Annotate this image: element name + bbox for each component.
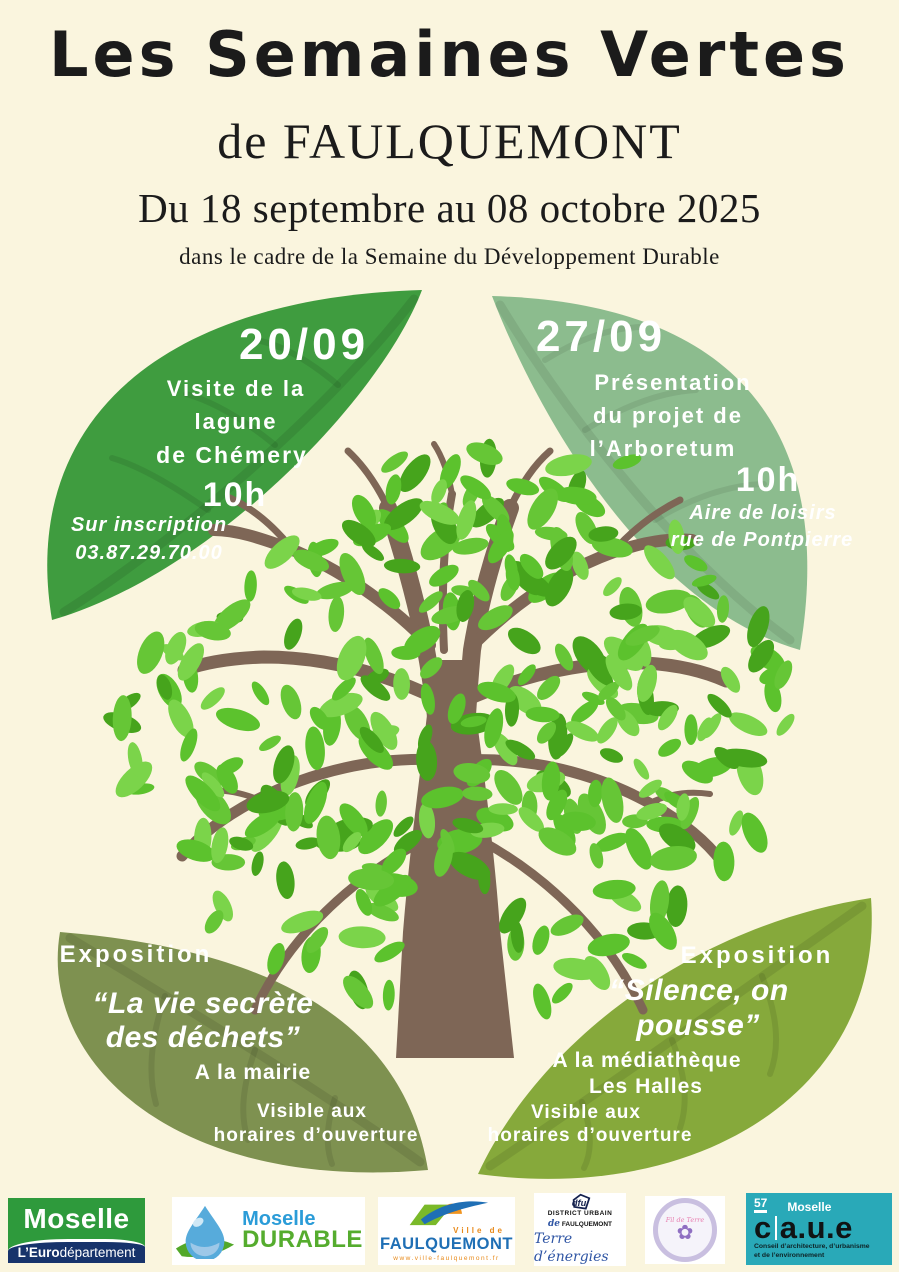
- event-title-line: “Silence, on: [609, 974, 789, 1007]
- poster-date-range: Du 18 septembre au 08 octobre 2025: [138, 185, 761, 231]
- event-title-line: “La vie secrète: [92, 987, 314, 1020]
- caue-acronym: [754, 1210, 884, 1245]
- poster-tagline: dans le cadre de la Semaine du Développement Durable: [179, 244, 720, 269]
- event-time: 10h: [202, 476, 268, 514]
- logo-caue-moselle: [746, 1193, 892, 1265]
- event-note-line: rue de Pontpierre: [670, 529, 854, 551]
- event-note-line: Visible aux: [531, 1102, 641, 1123]
- faulquemont-ville-de: Ville de: [453, 1226, 505, 1236]
- event-title-line: l’Arboretum: [589, 436, 737, 461]
- water-drop-leaf-icon: [174, 1203, 236, 1259]
- flower-icon: ✿: [676, 1222, 694, 1245]
- duf-de-script: de: [547, 1218, 560, 1229]
- event-note-line: Aire de loisirs: [689, 502, 837, 524]
- faulquemont-url: www.ville-faulquemont.fr: [393, 1254, 500, 1262]
- event-note-line: horaires d’ouverture: [487, 1125, 693, 1146]
- duf-line2-name: FAULQUEMONT: [561, 1220, 613, 1228]
- event-title-line: des déchets”: [105, 1021, 301, 1054]
- event-title-line: de Chémery: [156, 442, 308, 468]
- event-title-line: pousse”: [636, 1009, 760, 1042]
- moselle-tagline-bold: L’Euro: [17, 1245, 60, 1260]
- caue-desc-line2: et de l’environnement: [754, 1252, 825, 1260]
- moselle-wordmark: Moselle: [23, 1202, 130, 1234]
- poster-title: Les Semaines Vertes: [49, 18, 850, 91]
- event-note-line: Visible aux: [257, 1101, 367, 1122]
- caue-acronym-rest: a.u.e: [779, 1210, 853, 1245]
- logo-moselle-eurodepartement: [8, 1198, 145, 1263]
- poster-subtitle: de FAULQUEMONT: [217, 113, 682, 169]
- event-title-line: lagune: [194, 409, 278, 434]
- durable-line2: DURABLE: [242, 1226, 363, 1254]
- event-title-line: du projet de: [593, 403, 743, 428]
- event-date: 20/09: [238, 320, 370, 369]
- caue-description: [754, 1242, 884, 1260]
- caue-desc-line1: Conseil d’architecture, d’urbanisme: [754, 1242, 870, 1250]
- event-place: A la mairie: [194, 1061, 312, 1084]
- logo-district-urbain-faulquemont: [534, 1193, 626, 1266]
- duf-terre-denergies: Terre d’énergies: [534, 1230, 609, 1265]
- event-time: 10h: [735, 461, 801, 499]
- event-title-line: Visite de la: [166, 376, 306, 401]
- event-label: Exposition: [59, 941, 213, 968]
- event-place-line: A la médiathèque: [552, 1049, 742, 1072]
- caue-divider: [775, 1216, 777, 1240]
- logo-ville-de-faulquemont: [378, 1197, 515, 1265]
- event-place-line: Les Halles: [589, 1075, 703, 1098]
- svg-text:dfu: dfu: [571, 1197, 587, 1208]
- event-note-line: Sur inscription: [70, 514, 228, 536]
- event-label: Exposition: [680, 942, 834, 969]
- moselle-tagline-rest: département: [59, 1245, 136, 1260]
- event-note-line: horaires d’ouverture: [213, 1125, 419, 1146]
- duf-house-icon: [560, 1193, 600, 1210]
- moselle-durable-wordmark: [242, 1210, 363, 1252]
- duf-line1: DISTRICT URBAIN: [547, 1210, 613, 1218]
- logo-moselle-durable: [172, 1197, 365, 1265]
- caue-dept-number: 57: [754, 1197, 767, 1213]
- duf-line2: [548, 1219, 612, 1230]
- faulquemont-bird-icon: [401, 1199, 493, 1227]
- fil-de-terre-name: Fil de Terre: [665, 1215, 705, 1224]
- event-phone: 03.87.29.70.00: [75, 542, 223, 564]
- event-date: 27/09: [535, 312, 667, 361]
- faulquemont-wordmark: FAULQUEMONT: [380, 1235, 513, 1254]
- caue-acronym-c: c: [754, 1210, 772, 1245]
- caue-region: Moselle: [787, 1200, 832, 1214]
- logo-fil-de-terre: [645, 1196, 725, 1264]
- moselle-tagline: [8, 1239, 145, 1263]
- event-title-line: Présentation: [594, 370, 752, 395]
- durable-line1: Moselle: [242, 1208, 316, 1231]
- fil-de-terre-badge: [653, 1198, 717, 1262]
